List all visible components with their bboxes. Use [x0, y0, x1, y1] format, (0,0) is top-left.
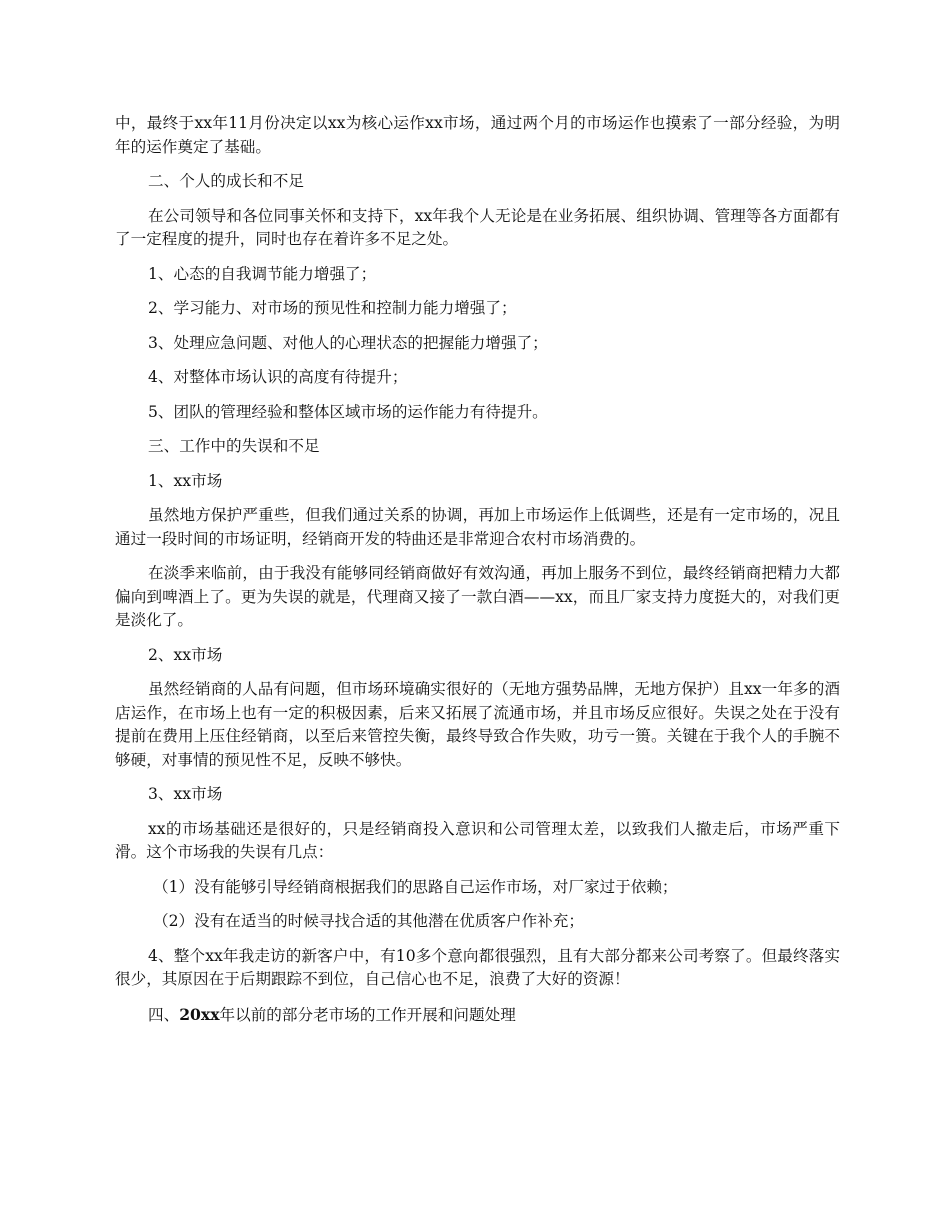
subheading-market-1: 1、xx市场	[148, 471, 223, 490]
paragraph-market-1-a: 虽然地方保护严重些，但我们通过关系的协调，再加上市场运作上低调些，还是有一定市场的，况且通过一段时间的市场证明，经销商开发的特曲还是非常迎合农村市场消费的。	[115, 506, 840, 548]
paragraph-growth-summary: 在公司领导和各位同事关怀和支持下，xx年我个人无论是在业务拓展、组织协调、管理等各方面都有了一定程度的提升，同时也存在着许多不足之处。	[115, 206, 840, 248]
subheading-market-2: 2、xx市场	[148, 645, 223, 664]
paragraph-market-2: 虽然经销商的人品有问题，但市场环境确实很好的（无地方强势品牌，无地方保护）且xx一年多的酒店运作，在市场上也有一定的积极因素，后来又拓展了流通市场，并且市场反应很好。失误之处在于没有提前在费用上压住经销商，以至后来管控失衡，最终导致合作失败，功亏一篑。关键在于我个人的手腕不够硬，对事情的预见性不足，反映不够快。	[115, 680, 840, 769]
section-heading-mistakes: 三、工作中的失误和不足	[148, 437, 320, 455]
paragraph-market-3: xx的市场基础还是很好的，只是经销商投入意识和公司管理太差，以致我们人撤走后，市场严重下滑。这个市场我的失误有几点：	[115, 819, 840, 861]
list-item-growth-2: 2、学习能力、对市场的预见性和控制力能力增强了；	[148, 299, 517, 317]
paragraph-intro-continuation: 中，最终于xx年11月份决定以xx为核心运作xx市场，通过两个月的市场运作也摸索了一部分经验，为明年的运作奠定了基础。	[115, 114, 840, 156]
list-item-growth-3: 3、处理应急问题、对他人的心理状态的把握能力增强了；	[148, 333, 548, 352]
heading-suffix: 年以前的部分老市场的工作开展和问题处理	[219, 1005, 516, 1024]
paragraph-new-clients: 4、整个xx年我走访的新客户中，有10多个意向都很强烈，且有大部分都来公司考察了。但最终落实很少，其原因在于后期跟踪不到位，自己信心也不足，浪费了大好的资源！	[115, 946, 840, 988]
list-item-growth-5: 5、团队的管理经验和整体区域市场的运作能力有待提升。	[148, 402, 548, 421]
list-item-growth-1: 1、心态的自我调节能力增强了；	[148, 264, 377, 283]
list-item-mistake-2: （2）没有在适当的时候寻找合适的其他潜在优质客户作补充；	[153, 912, 584, 930]
paragraph-market-1-b: 在淡季来临前，由于我没有能够同经销商做好有效沟通，再加上服务不到位，最终经销商把精力大都偏向到啤酒上了。更为失误的就是，代理商又接了一款白酒——xx，而且厂家支持力度挺大的，对我们更是淡化了。	[115, 564, 840, 629]
list-item-mistake-1: （1）没有能够引导经销商根据我们的思路自己运作市场，对厂家过于依赖；	[153, 877, 678, 896]
list-item-growth-4: 4、对整体市场认识的高度有待提升；	[148, 368, 408, 386]
document-page	[115, 112, 840, 1038]
heading-prefix: 四、	[148, 1005, 180, 1024]
section-heading-growth: 二、个人的成长和不足	[148, 172, 304, 190]
heading-year: 20xx	[179, 1004, 220, 1024]
section-heading-old-markets	[115, 1003, 840, 1028]
subheading-market-3: 3、xx市场	[148, 785, 223, 803]
